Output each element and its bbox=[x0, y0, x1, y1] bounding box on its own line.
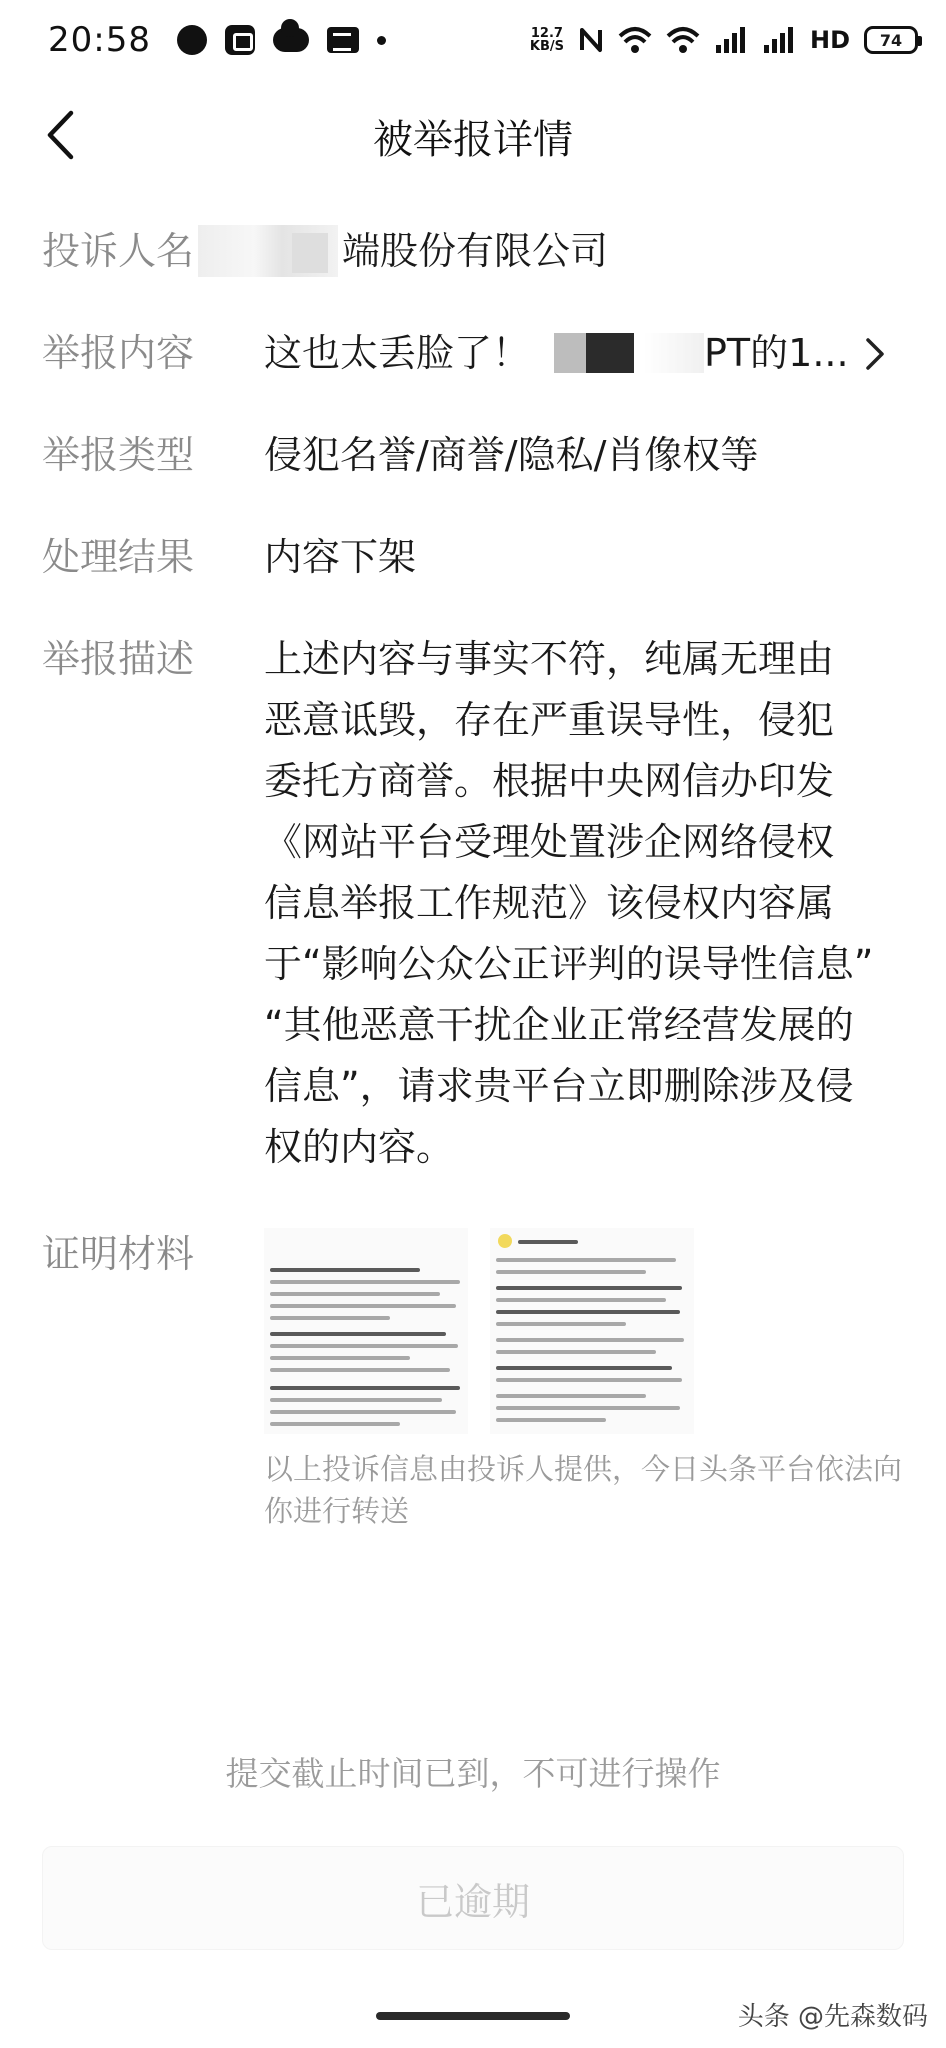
description-line: “其他恶意干扰企业正常经营发展的 bbox=[264, 1003, 854, 1047]
description-row bbox=[42, 633, 912, 1178]
evidence-label: 证明材料 bbox=[42, 1232, 195, 1276]
signal-icon-2 bbox=[762, 25, 796, 55]
evidence-row bbox=[42, 1228, 912, 1434]
source-watermark: 头条 @先森数码 bbox=[737, 2002, 928, 2032]
description-line: 信息举报工作规范》该侵权内容属 bbox=[264, 881, 835, 925]
signal-icon bbox=[714, 25, 748, 55]
redacted-area bbox=[644, 333, 704, 373]
hd-label: HD bbox=[809, 26, 850, 54]
description-line: 委托方商誉。根据中央网信办印发 bbox=[264, 759, 835, 803]
wifi-icon bbox=[618, 26, 652, 54]
description-value bbox=[264, 629, 912, 1178]
description-line: 权的内容。 bbox=[264, 1125, 455, 1169]
complainant-value: 端股份有限公司 bbox=[342, 229, 609, 273]
description-line: 信息”，请求贵平台立即删除涉及侵 bbox=[264, 1064, 854, 1108]
result-label: 处理结果 bbox=[42, 535, 195, 579]
nfc-icon bbox=[578, 26, 604, 54]
home-indicator[interactable] bbox=[376, 2012, 570, 2020]
more-notifications-icon bbox=[377, 36, 386, 45]
description-line: 《网站平台受理处置涉企网络侵权 bbox=[264, 820, 835, 864]
forwarding-notice: 以上投诉信息由投诉人提供，今日头条平台依法向你进行转送 bbox=[264, 1452, 903, 1528]
description-label: 举报描述 bbox=[42, 637, 195, 681]
complainant-row bbox=[42, 225, 912, 277]
report-content-text-end: PT的1... bbox=[704, 331, 849, 375]
result-value: 内容下架 bbox=[264, 535, 417, 579]
evidence-thumbnails bbox=[264, 1228, 912, 1434]
result-row bbox=[42, 531, 912, 583]
description-line: 上述内容与事实不符，纯属无理由 bbox=[264, 637, 835, 681]
complainant-label: 投诉人名 bbox=[42, 229, 195, 273]
wifi-icon-2 bbox=[666, 26, 700, 54]
redacted-area bbox=[554, 333, 634, 373]
page-title: 被举报详情 bbox=[373, 117, 573, 163]
notification-icons bbox=[177, 25, 386, 55]
avatar bbox=[498, 1234, 512, 1248]
evidence-thumbnail-1[interactable] bbox=[264, 1228, 468, 1434]
network-speed: 12.7 KB/S bbox=[529, 26, 564, 54]
report-content-row[interactable] bbox=[42, 327, 912, 379]
report-type-value: 侵犯名誉/商誉/隐私/肖像权等 bbox=[264, 433, 759, 477]
chevron-right-icon bbox=[860, 337, 890, 371]
report-type-label: 举报类型 bbox=[42, 433, 195, 477]
battery-icon: 74 bbox=[864, 26, 918, 54]
report-content-label: 举报内容 bbox=[42, 331, 195, 375]
cloud-icon bbox=[273, 28, 309, 52]
deadline-notice: 提交截止时间已到，不可进行操作 bbox=[225, 1754, 721, 1793]
chat-bubble-icon bbox=[177, 25, 207, 55]
system-icons bbox=[530, 25, 918, 55]
report-details bbox=[42, 225, 912, 1484]
app-notification-icon bbox=[225, 25, 255, 55]
redacted-area bbox=[198, 225, 338, 277]
overdue-button[interactable]: 已逾期 bbox=[42, 1846, 904, 1950]
report-content-text-start: 这也太丢脸了！ bbox=[264, 331, 531, 375]
evidence-thumbnail-2[interactable] bbox=[490, 1228, 694, 1434]
description-line: 恶意诋毁，存在严重误导性，侵犯 bbox=[264, 698, 835, 742]
news-icon bbox=[327, 27, 359, 53]
header bbox=[0, 90, 946, 180]
report-content-value bbox=[264, 327, 912, 379]
status-bar bbox=[0, 0, 946, 80]
description-line: 于“影响公众公正评判的误导性信息” bbox=[264, 942, 874, 986]
report-type-row bbox=[42, 429, 912, 481]
status-time: 20:58 bbox=[48, 20, 151, 60]
